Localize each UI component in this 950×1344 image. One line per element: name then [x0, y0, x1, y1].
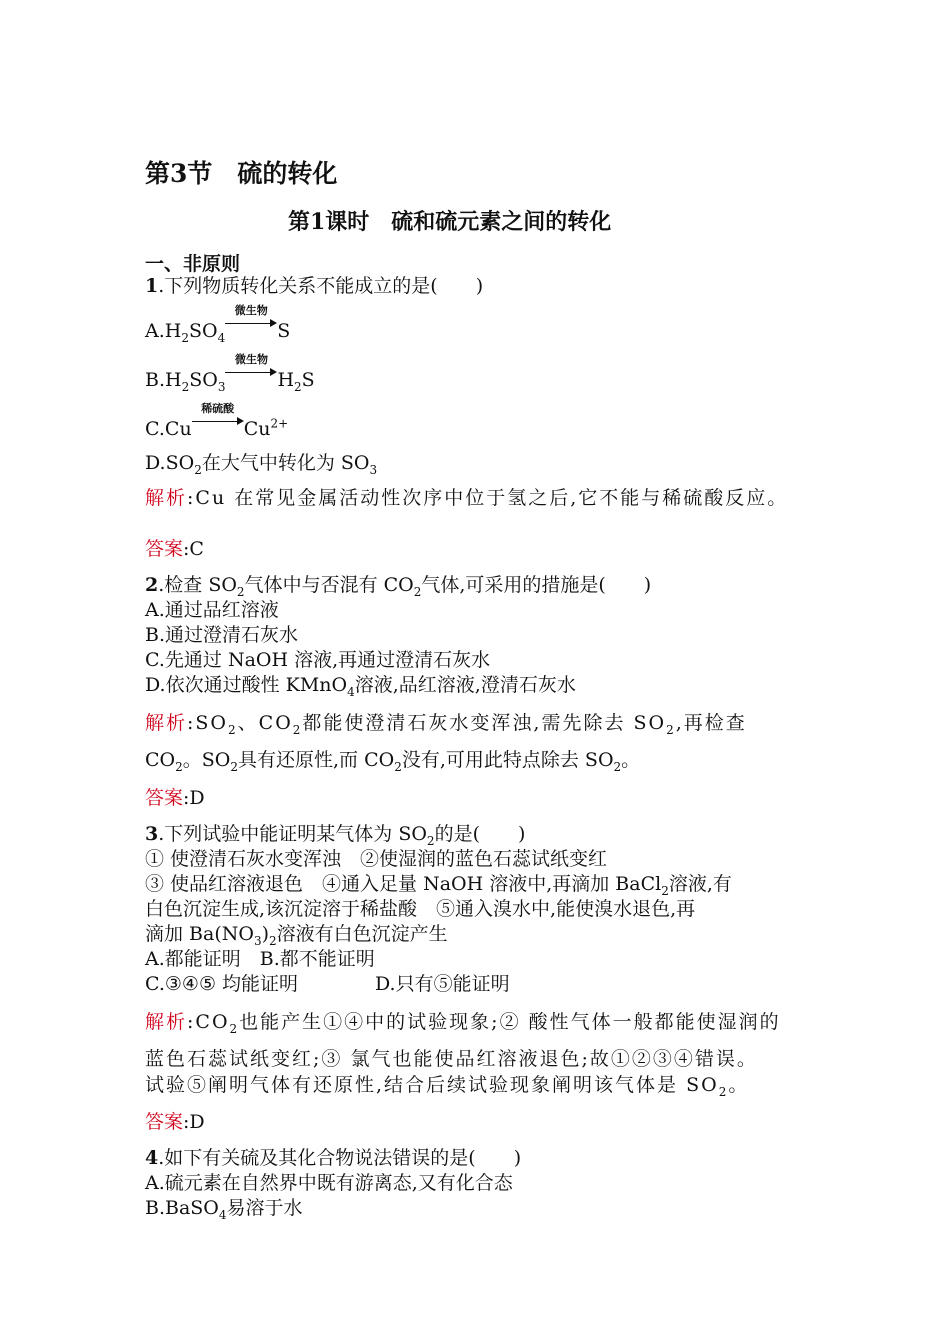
question-2-explanation-line-1: 解析$:SO_2$、$CO_2$都能使澄清石灰水变浑浊,需先除去 $SO_2$,再检查: [145, 712, 747, 737]
reaction-arrow-icon: 微生物: [225, 315, 277, 331]
section-heading: 一、非原则: [145, 253, 241, 275]
question-3-explanation-line-2: 蓝色石蕊试纸变红;③ 氯气也能使品红溶液退色;故①②③④错误。: [145, 1048, 758, 1070]
question-3-explanation-line-3: 试验⑤阐明气体有还原性,结合后续试验现象阐明该气体是 $SO_2$。: [145, 1074, 750, 1099]
page-subtitle: 第1课时 硫和硫元素之间的转化: [288, 209, 612, 235]
question-3-stem: 3.下列试验中能证明某气体为 $SO_2$的是( ): [145, 823, 526, 848]
question-3-statement-4: 滴加 $Ba(NO_3)_2$溶液有白色沉淀产生: [145, 923, 448, 948]
question-4-option-a: A.硫元素在自然界中既有游离态,又有化合态: [145, 1172, 513, 1194]
question-2-option-d: D.依次通过酸性 KMnO$_4$溶液,品红溶液,澄清石灰水: [145, 674, 576, 699]
reaction-arrow-icon: 稀硫酸: [192, 413, 244, 429]
question-1-option-b: $B.H_2SO_3$ 微生物 $H_2S$: [145, 353, 315, 394]
question-4-option-b: B.BaSO$_4$易溶于水: [145, 1197, 303, 1222]
question-1-answer: 答案:C: [145, 538, 204, 560]
question-1-stem: 1.下列物质转化关系不能成立的是( ): [145, 275, 484, 297]
question-3-statement-1: ① 使澄清石灰水变浑浊 ②使湿润的蓝色石蕊试纸变红: [145, 848, 608, 870]
question-3-statement-2: ③ 使品红溶液退色 ④通入足量 NaOH 溶液中,再滴加 BaCl$_2$溶液,有: [145, 873, 732, 898]
question-1-explanation: 解析:Cu 在常见金属活动性次序中位于氢之后,它不能与稀硫酸反应。: [145, 487, 789, 509]
question-2-option-c: C.先通过 NaOH 溶液,再通过澄清石灰水: [145, 649, 491, 671]
question-3-options-ab: A.都能证明 B.都不能证明: [145, 948, 375, 970]
question-1-option-c: C.Cu 稀硫酸 $Cu^{2+}$: [145, 402, 289, 440]
question-2-stem: 2.检查 $SO_2$气体中与否混有 $CO_2$气体,可采用的措施是( ): [145, 574, 652, 599]
question-3-option-c: C.③④⑤ 均能证明: [145, 973, 299, 995]
question-3-answer: 答案:D: [145, 1111, 205, 1133]
question-3-explanation-line-1: 解析$:CO_2$也能产生①④中的试验现象;② 酸性气体一般都能使湿润的: [145, 1011, 781, 1036]
question-1-option-d: $D.SO_2$在大气中转化为 $SO_3$: [145, 452, 378, 477]
question-1-option-a: $A.H_2SO_4$ 微生物 S: [145, 304, 291, 345]
page-title: 第3节 硫的转化: [145, 159, 338, 188]
question-2-option-a: A.通过品红溶液: [145, 599, 279, 621]
reaction-arrow-icon: 微生物: [225, 364, 277, 380]
question-3-statement-3: 白色沉淀生成,该沉淀溶于稀盐酸 ⑤通入溴水中,能使溴水退色,再: [145, 898, 696, 920]
question-2-answer: 答案:D: [145, 787, 205, 809]
question-2-option-b: B.通过澄清石灰水: [145, 624, 299, 646]
question-3-option-d: D.只有⑤能证明: [375, 973, 510, 995]
question-2-explanation-line-2: $CO_2$。$SO_2$具有还原性,而 $CO_2$没有,可用此特点除去 $SO_2$。: [145, 749, 641, 774]
question-4-stem: 4.如下有关硫及其化合物说法错误的是( ): [145, 1147, 522, 1169]
